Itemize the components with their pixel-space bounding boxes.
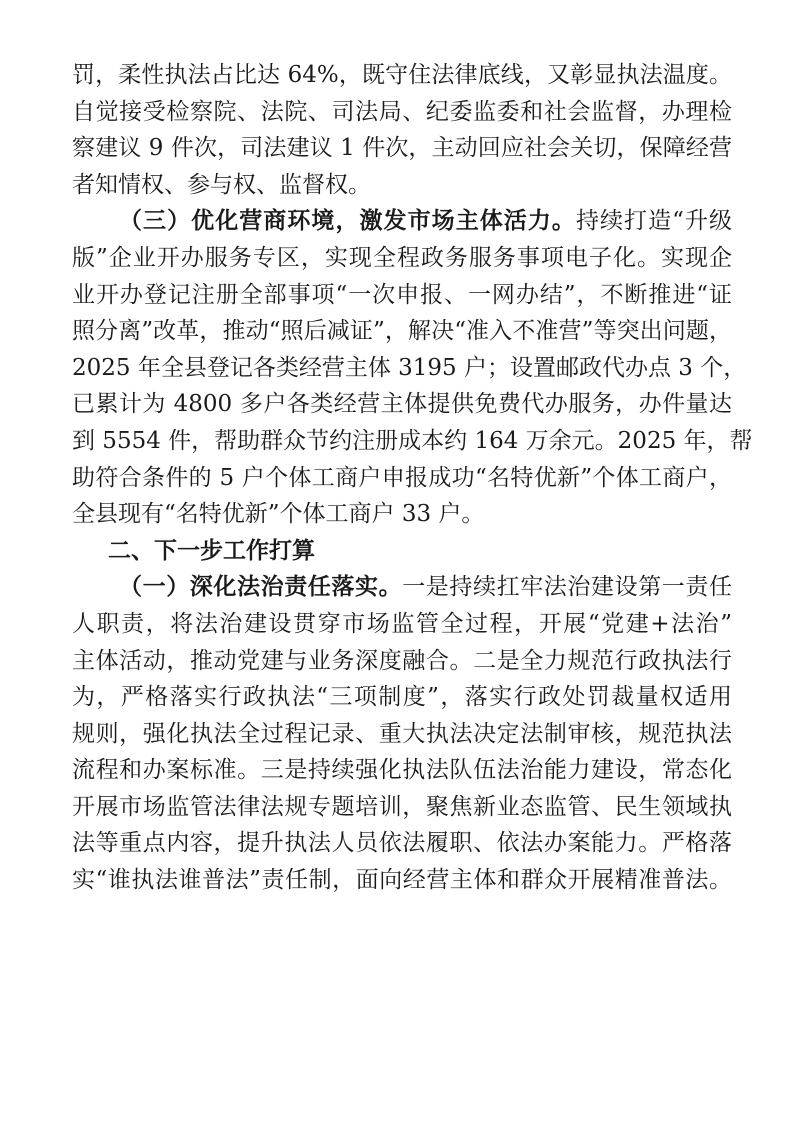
text-line (72, 862, 732, 899)
line-text: 自觉接受检察院、法院、司法局、纪委监委和社会监督，办理检 (72, 98, 732, 125)
text-line (72, 643, 732, 680)
text-line (72, 203, 732, 240)
paragraph (72, 569, 732, 898)
document-page (72, 57, 753, 899)
line-text: 察建议 9 件次，司法建议 1 件次，主动回应社会关切，保障经营 (72, 135, 732, 162)
text-line (72, 716, 732, 753)
line-text: 照分离”改革，推动“照后减证”，解决“准入不准营”等突出问题， (72, 318, 732, 345)
text-line (72, 569, 732, 606)
line-text: 版”企业开办服务专区，实现全程政务服务事项电子化。实现企 (72, 244, 732, 271)
line-text: 开展市场监管法律法规专题培训，聚焦新业态监管、民生领域执 (72, 793, 732, 820)
line-text: 实“谁执法谁普法”责任制，面向经营主体和群众开展精准普法。 (72, 867, 732, 894)
line-text: 到 5554 件，帮助群众节约注册成本约 164 万余元。2025 年，帮 (72, 427, 753, 454)
text-line (72, 386, 732, 423)
text-line (72, 460, 732, 497)
line-text: 一是持续扛牢法治建设第一责任 (402, 574, 733, 601)
heading-text (72, 533, 732, 570)
text-line (72, 752, 732, 789)
line-text: 规则，强化执法全过程记录、重大执法决定法制审核，规范执法 (72, 720, 732, 747)
text-line (72, 350, 747, 387)
text-line (72, 57, 732, 94)
text-line (72, 496, 732, 533)
paragraph (72, 57, 732, 203)
paragraph (72, 203, 753, 532)
text-line (72, 679, 732, 716)
line-text: 2025 年全县登记各类经营主体 3195 户；设置邮政代办点 3 个， (72, 354, 747, 381)
text-line (72, 606, 732, 643)
line-text: 助符合条件的 5 户个体工商户申报成功“名特优新”个体工商户， (72, 464, 732, 491)
line-text: 流程和办案标准。三是持续强化执法队伍法治能力建设，常态化 (72, 757, 732, 784)
line-text: 人职责，将法治建设贯穿市场监管全过程，开展“党建+法治” (72, 610, 732, 637)
line-text: 主体活动，推动党建与业务深度融合。二是全力规范行政执法行 (72, 647, 732, 674)
text-line (72, 277, 732, 314)
line-text: 二、下一步工作打算 (108, 537, 315, 564)
line-text: 者知情权、参与权、监督权。 (72, 171, 371, 198)
text-line (72, 94, 732, 131)
section-heading (72, 533, 732, 570)
text-line (72, 313, 732, 350)
text-line (72, 825, 732, 862)
line-text: 为，严格落实行政执法“三项制度”，落实行政处罚裁量权适用 (72, 684, 732, 711)
line-text: 已累计为 4800 多户各类经营主体提供免费代办服务，办件量达 (72, 391, 732, 418)
line-text: 法等重点内容，提升执法人员依法履职、依法办案能力。严格落 (72, 830, 732, 857)
text-line (72, 240, 732, 277)
line-text: 业开办登记注册全部事项“一次申报、一网办结”，不断推进“证 (72, 281, 732, 308)
line-text: 罚，柔性执法占比达 64%，既守住法律底线，又彰显执法温度。 (72, 62, 732, 88)
line-text: 持续打造“升级 (575, 208, 733, 235)
text-line (72, 789, 732, 826)
bold-lead-in: （三）优化营商环境，激发市场主体活力。 (119, 208, 576, 235)
text-line (72, 167, 732, 204)
line-text: 全县现有“名特优新”个体工商户 33 户。 (72, 501, 485, 528)
text-line (72, 130, 732, 167)
bold-lead-in: （一）深化法治责任落实。 (119, 574, 403, 601)
text-line (72, 423, 753, 460)
